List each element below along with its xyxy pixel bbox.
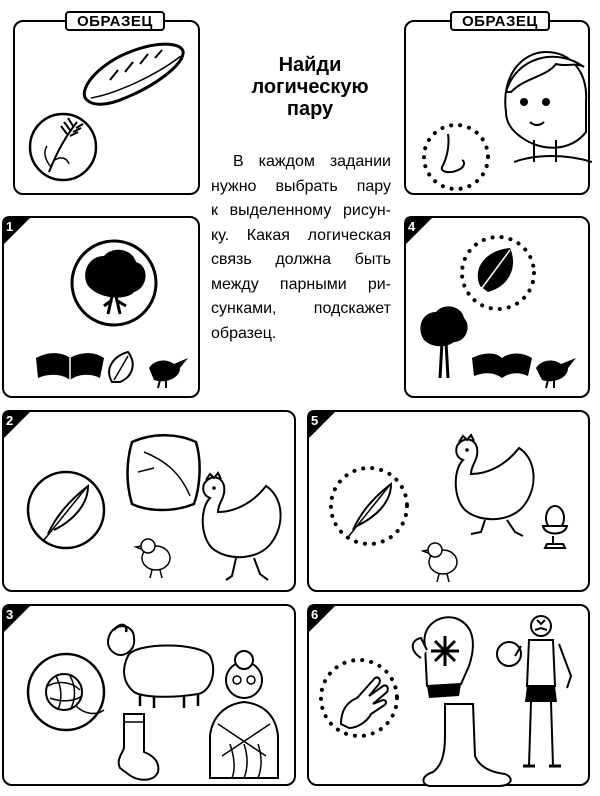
task-number-badge: 2 xyxy=(2,410,32,440)
book-icon xyxy=(472,354,532,379)
foot-icon xyxy=(423,704,510,786)
task-number-badge: 4 xyxy=(404,216,434,246)
sample-panel-right xyxy=(404,13,590,195)
sample-panel-left xyxy=(13,13,200,195)
sample-left-art xyxy=(15,22,202,197)
task-panel-1 xyxy=(2,216,200,398)
task-number-badge: 1 xyxy=(2,216,32,246)
task-number-badge: 6 xyxy=(307,604,337,634)
instructions: В каждом задании нужно выбрать пару к выделенному рисун- ку. Какая логическая связь должна быть между парными ри- сунками, подскажет образец. xyxy=(211,153,391,342)
boy-icon xyxy=(497,616,571,766)
feather-icon xyxy=(331,468,407,544)
task-panel-6 xyxy=(307,604,590,786)
wheat-icon xyxy=(30,114,96,180)
task-panel-4 xyxy=(404,216,590,398)
task-6-art xyxy=(309,606,592,788)
chick-icon xyxy=(423,543,457,582)
chick-icon xyxy=(136,539,170,578)
boy-head-icon xyxy=(505,52,592,162)
mitten-icon xyxy=(413,617,473,698)
bread-icon xyxy=(84,44,183,104)
hen-icon xyxy=(203,473,281,580)
task-panel-2 xyxy=(2,410,296,592)
page-title: Найди логическую пару xyxy=(251,54,369,120)
tree-icon xyxy=(72,241,156,325)
task-panel-5 xyxy=(307,410,590,592)
grandmother-icon xyxy=(210,651,278,778)
task-5-art xyxy=(309,412,592,594)
task-3-art xyxy=(4,606,298,788)
sample-right-art xyxy=(406,22,592,197)
task-number-badge: 3 xyxy=(2,604,32,634)
hand-icon xyxy=(321,660,397,736)
task-4-art xyxy=(406,218,592,400)
task-1-art xyxy=(4,218,202,400)
pillow-icon xyxy=(128,435,200,510)
leaf-icon xyxy=(109,352,133,382)
yarn-ball-icon xyxy=(28,654,104,730)
book-icon xyxy=(36,353,104,380)
sample-label: ОБРАЗЕЦ xyxy=(65,11,165,31)
bird-icon xyxy=(536,358,576,388)
egg-icon xyxy=(543,506,567,548)
sample-label: ОБРАЗЕЦ xyxy=(450,11,550,31)
task-panel-3 xyxy=(2,604,296,786)
tree-icon xyxy=(420,306,467,378)
task-number-badge: 5 xyxy=(307,410,337,440)
leaf-icon xyxy=(462,237,534,309)
sock-icon xyxy=(119,714,159,780)
nose-icon xyxy=(424,125,488,189)
feather-icon xyxy=(28,472,104,548)
sheep-icon xyxy=(108,625,213,708)
bird-icon xyxy=(149,358,188,388)
task-2-art xyxy=(4,412,298,594)
hen-icon xyxy=(456,435,534,536)
